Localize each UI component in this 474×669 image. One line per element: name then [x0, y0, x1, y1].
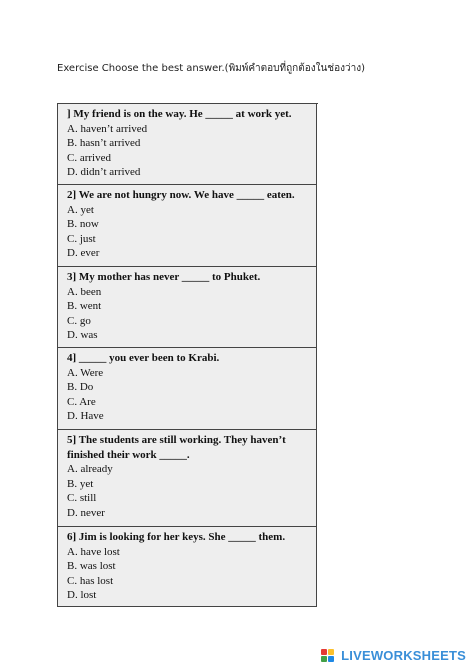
- option-a: A. been: [67, 285, 102, 298]
- option-a: A. yet: [67, 203, 94, 216]
- question-block-4: [58, 348, 316, 430]
- option-c: C. arrived: [67, 151, 111, 164]
- question-block-1: [58, 104, 316, 185]
- option-d: D. never: [67, 506, 105, 519]
- question-block-3: [58, 267, 316, 348]
- question-block-2: [58, 185, 316, 267]
- option-b: B. now: [67, 218, 99, 230]
- logo-text: LIVEWORKSHEETS: [341, 648, 466, 663]
- option-d: D. didn’t arrived: [67, 166, 141, 178]
- question-table: [57, 103, 318, 607]
- option-a: A. Were: [67, 366, 104, 379]
- exercise-instruction: Exercise Choose the best answer.(พิมพ์คำตอบที่ถูกต้องในช่องว่าง): [57, 63, 365, 74]
- option-a: A. haven’t arrived: [67, 122, 148, 135]
- option-c: C. go: [67, 314, 91, 327]
- option-d: D. Have: [67, 410, 104, 422]
- option-b: B. yet: [67, 477, 94, 490]
- option-a: A. already: [67, 463, 113, 475]
- option-b: B. Do: [67, 381, 94, 393]
- question-text: ] My friend is on the way. He _____ at work yet.: [67, 108, 292, 120]
- question-text: 5] The students are still working. They haven’t finished their work _____.: [67, 434, 286, 461]
- option-d: D. lost: [67, 589, 97, 601]
- option-c: C. just: [67, 232, 96, 245]
- question-text: 6] Jim is looking for her keys. She _____ them.: [67, 531, 286, 543]
- question-text: 3] My mother has never _____ to Phuket.: [67, 271, 261, 283]
- question-block-5: [58, 430, 316, 527]
- option-b: B. was lost: [67, 560, 116, 572]
- logo-icon: [321, 649, 337, 663]
- option-b: B. hasn’t arrived: [67, 137, 141, 149]
- question-text: 4] _____ you ever been to Krabi.: [67, 352, 220, 364]
- option-c: C. Are: [67, 395, 96, 408]
- option-b: B. went: [67, 300, 102, 312]
- option-d: D. ever: [67, 247, 100, 259]
- question-text: 2] We are not hungry now. We have _____ eaten.: [67, 189, 295, 201]
- option-c: C. still: [67, 492, 97, 504]
- question-block-6: [58, 527, 316, 607]
- option-a: A. have lost: [67, 545, 120, 558]
- option-d: D. was: [67, 329, 98, 341]
- liveworksheets-logo[interactable]: [321, 648, 466, 663]
- option-c: C. has lost: [67, 574, 114, 587]
